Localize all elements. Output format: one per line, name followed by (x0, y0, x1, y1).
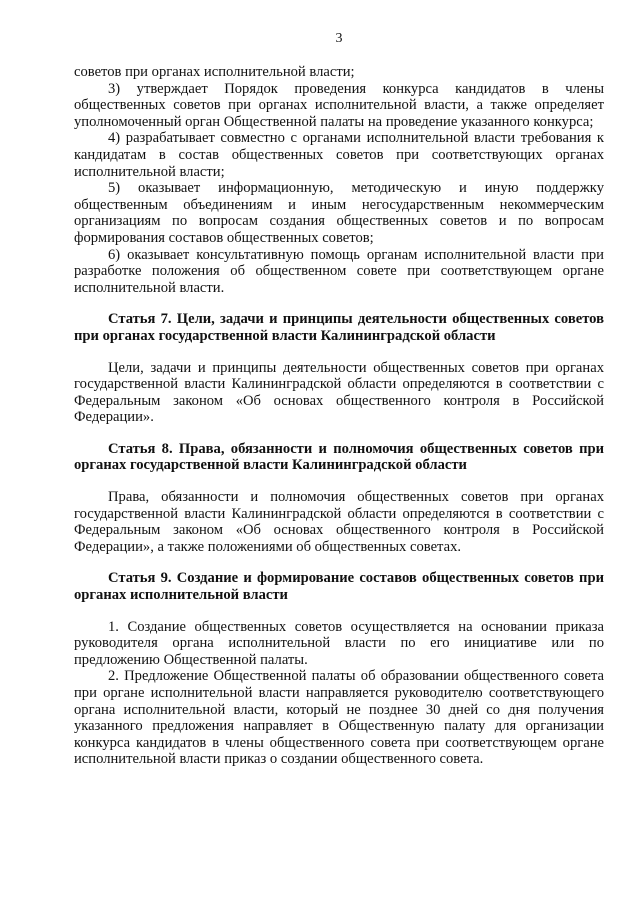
list-item: 4) разрабатывает совместно с органами исполнительной власти требования к кандидатам в состав общественных советов при соответствующих органах исполнительной власти; (74, 130, 604, 180)
spacer (74, 296, 604, 311)
document-page (74, 30, 604, 768)
spacer (74, 426, 604, 441)
article-7-heading: Статья 7. Цели, задачи и принципы деятельности общественных советов при органах государственной власти Калининградской области (74, 311, 604, 344)
spacer (74, 604, 604, 619)
paragraph-continuation: советов при органах исполнительной власти; (74, 64, 355, 80)
list-item: 3) утверждает Порядок проведения конкурса кандидатов в члены общественных советов при органах исполнительной власти, а также определяет уполномоченный орган Общественной палаты на проведение указанного конкурса; (74, 80, 604, 130)
spacer (74, 345, 604, 360)
article-8-heading: Статья 8. Права, обязанности и полномочия общественных советов при органах государственной власти Калининградской области (74, 440, 604, 474)
article-9-item: 1. Создание общественных советов осуществляется на основании приказа руководителя органа исполнительной власти по его инициативе или по предложению Общественной палаты. (74, 618, 604, 668)
spacer (74, 555, 604, 570)
spacer (74, 474, 604, 489)
article-8-body: Права, обязанности и полномочия общественных советов при органах государственной власти Калининградской области определяются в соответствии с Федеральным законом «Об основах общественного контроля в Российской Федерации», а также положениями об общественных советах. (74, 489, 604, 555)
list-item: 5) оказывает информационную, методическую и иную поддержку общественным объединениям и иным негосударственным некоммерческим организациям по вопросам создания общественных советов и по вопросам формирования составов общественных советов; (74, 180, 604, 246)
article-9-item: 2. Предложение Общественной палаты об образовании общественного совета при органе исполнительной власти направляется руководителю соответствующего органа исполнительной власти, который не позднее 30 дней со дня получения указанного предложения направляет в Общественную палату для организации конкурса кандидатов в члены общественного совета при соответствующем органе исполнительной власти приказ о создании общественного совета. (74, 668, 604, 768)
article-9-heading: Статья 9. Создание и формирование составов общественных советов при органах исполнительной власти (74, 570, 604, 604)
article-7-body: Цели, задачи и принципы деятельности общественных советов при органах государственной власти Калининградской области определяются в соответствии с Федеральным законом «Об основах общественного контроля в Российской Федерации». (74, 359, 604, 426)
page-number: 3 (335, 31, 343, 46)
list-item: 6) оказывает консультативную помощь органам исполнительной власти при разработке положения об общественном совете при соответствующем органе исполнительной власти. (74, 246, 604, 296)
